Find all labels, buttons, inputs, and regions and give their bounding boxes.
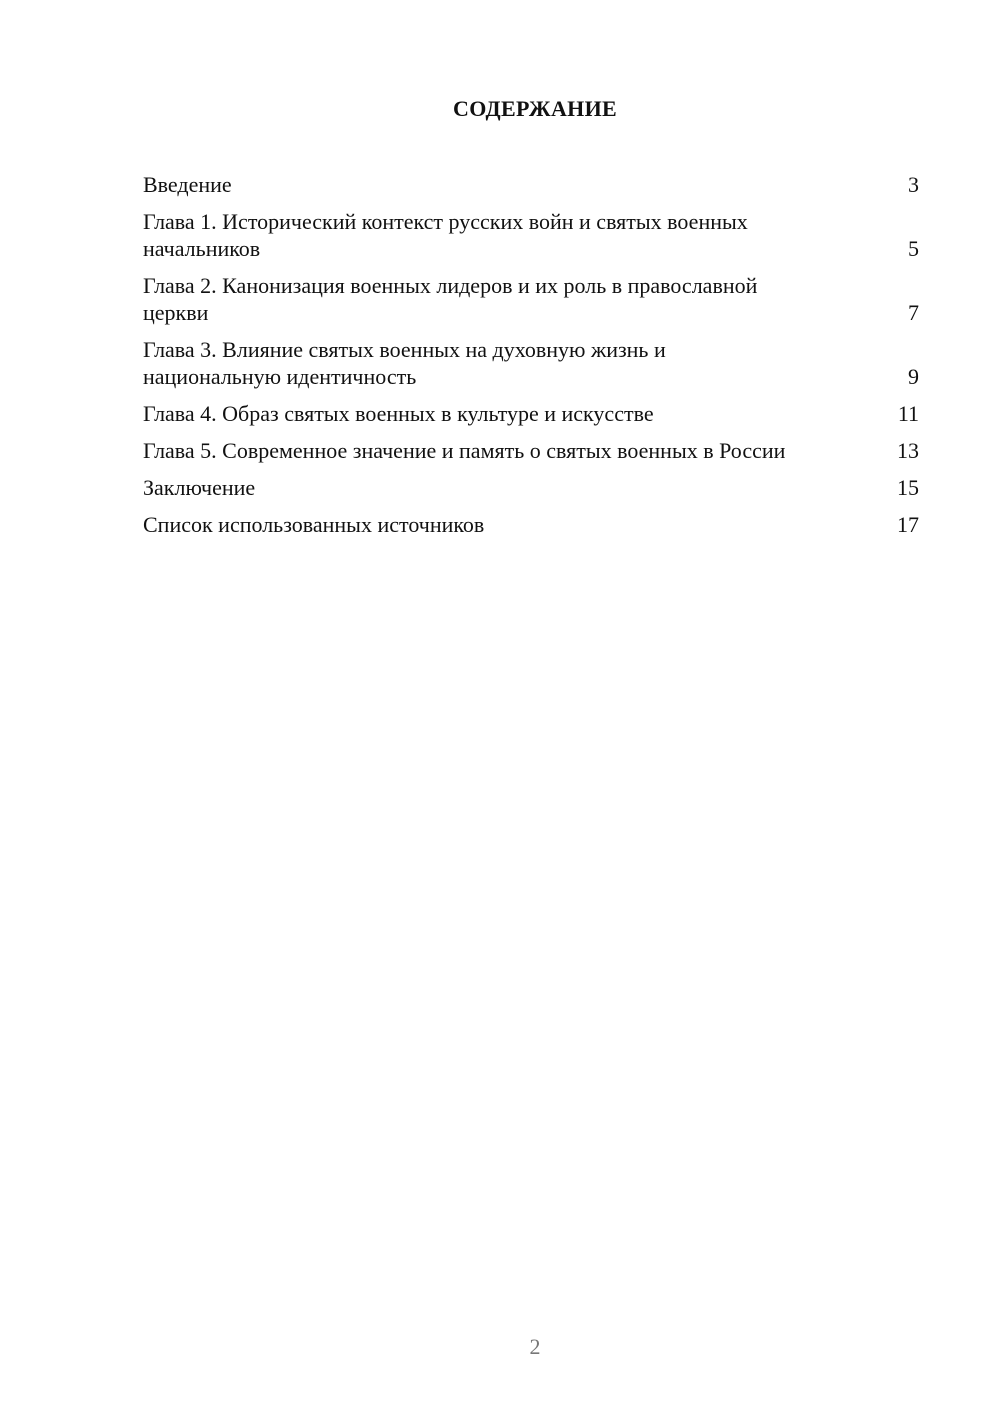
toc-entry-page: 3 — [908, 172, 919, 197]
toc-item-chapter-4[interactable] — [143, 400, 919, 427]
toc-item-conclusion[interactable] — [143, 474, 919, 501]
toc-item-chapter-1[interactable] — [143, 208, 919, 262]
toc-item-chapter-2[interactable] — [143, 272, 919, 326]
toc-item-chapter-3[interactable] — [143, 336, 919, 390]
toc-entry-text: Глава 2. Канонизация военных лидеров и их роль в православной церкви — [143, 273, 758, 325]
toc-entry-page: 15 — [897, 475, 919, 500]
toc-entry-text: Глава 4. Образ святых военных в культуре и искусстве — [143, 401, 654, 426]
table-of-contents — [143, 171, 919, 548]
toc-item-chapter-5[interactable] — [143, 437, 919, 464]
toc-entry-text: Список использованных источников — [143, 512, 485, 537]
toc-entry-text: Глава 5. Современное значение и память о святых военных в России — [143, 438, 786, 463]
toc-entry-page: 7 — [908, 300, 919, 325]
toc-item-introduction[interactable] — [143, 171, 919, 198]
page-number: 2 — [529, 1334, 541, 1359]
toc-entry-page: 5 — [908, 236, 919, 261]
toc-entry-text: Введение — [143, 172, 232, 197]
toc-entry-text: Глава 1. Исторический контекст русских войн и святых военных начальников — [143, 209, 748, 261]
toc-entry-page: 13 — [897, 438, 919, 463]
toc-entry-page: 11 — [897, 401, 919, 426]
toc-item-references[interactable] — [143, 511, 919, 538]
toc-entry-text: Глава 3. Влияние святых военных на духовную жизнь и национальную идентичность — [143, 337, 666, 389]
toc-entry-page: 17 — [897, 512, 919, 537]
page-title: СОДЕРЖАНИЕ — [453, 96, 617, 121]
toc-entry-page: 9 — [908, 364, 919, 389]
toc-entry-text: Заключение — [143, 475, 256, 500]
